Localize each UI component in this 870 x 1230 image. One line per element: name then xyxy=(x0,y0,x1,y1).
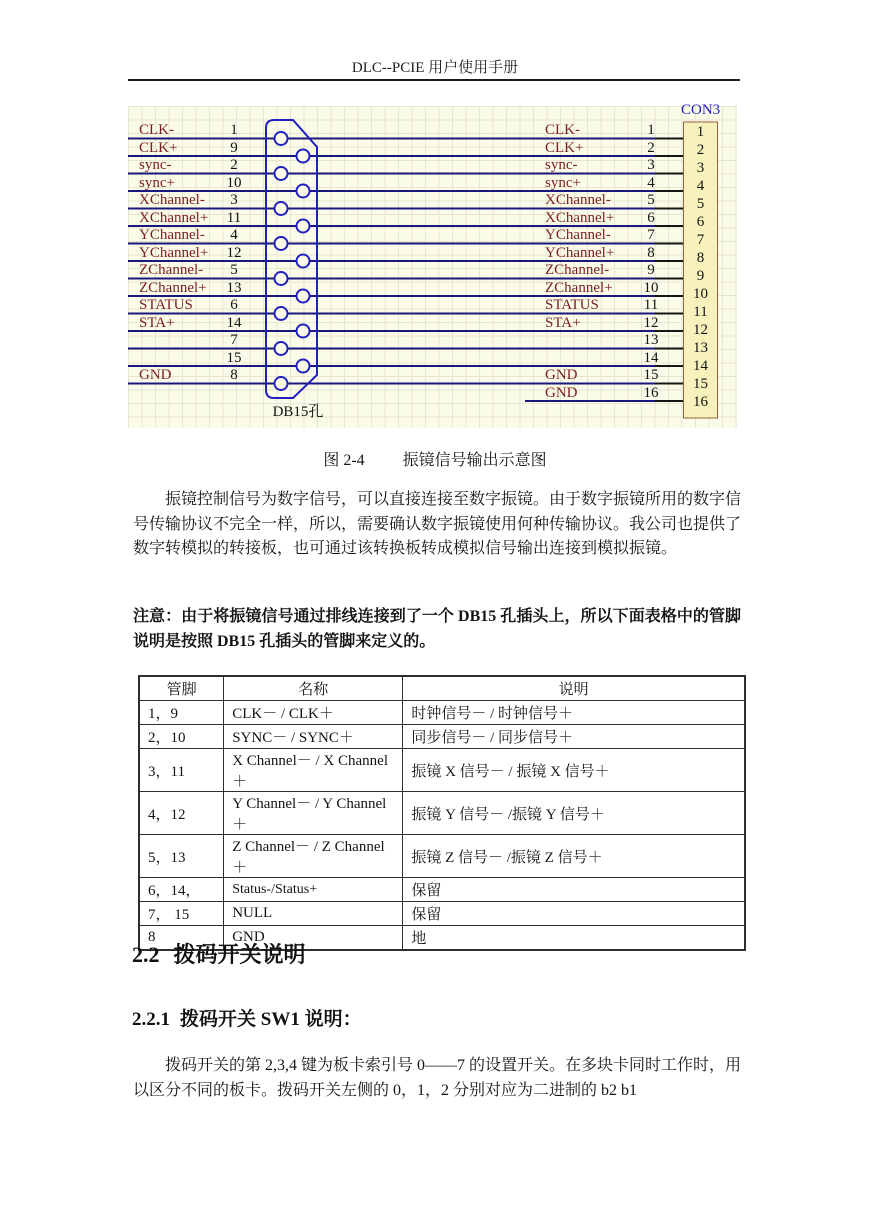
header-divider xyxy=(128,79,740,81)
table-row xyxy=(139,725,745,749)
table-row xyxy=(139,902,745,926)
left-net-label: XChannel- xyxy=(139,192,205,208)
right-pin-number: 7 xyxy=(647,227,655,243)
right-net-label: CLK+ xyxy=(545,139,584,156)
right-net-label: ZChannel+ xyxy=(545,279,613,296)
right-pin-number: 1 xyxy=(647,122,655,138)
table-cell: 保留 xyxy=(403,878,745,902)
left-net-label: GND xyxy=(139,367,172,383)
table-cell: 同步信号－ / 同步信号＋ xyxy=(403,725,745,749)
table-cell: CLK－ / CLK＋ xyxy=(224,701,403,725)
right-pin-number: 6 xyxy=(647,209,655,226)
table-cell: 2，10 xyxy=(139,725,224,749)
con3-pin-number: 5 xyxy=(696,196,705,212)
right-pin-number: 4 xyxy=(647,174,655,191)
pin-hole xyxy=(275,342,288,355)
db15-hole-label: DB15孔 xyxy=(272,404,324,420)
paragraph-note: 注意：由于将振镜信号通过排线连接到了一个 DB15 孔插头上，所以下面表格中的管脚说明是按照 DB15 孔插头的管脚来定义的。 xyxy=(133,608,741,650)
pin-hole xyxy=(275,202,288,215)
page-header-title: DLC--PCIE 用户使用手册 xyxy=(351,60,519,76)
right-pin-number: 15 xyxy=(643,367,659,383)
con3-pin-number: 2 xyxy=(696,142,705,158)
pin-hole xyxy=(275,132,288,145)
left-net-label: CLK+ xyxy=(139,139,178,156)
pin-hole xyxy=(275,237,288,250)
pin-definition-table xyxy=(138,675,746,951)
left-pin-number: 9 xyxy=(230,139,238,156)
con3-pin-number: 15 xyxy=(693,376,708,392)
right-net-label: GND xyxy=(545,384,578,401)
pin-hole xyxy=(275,377,288,390)
table-cell: 8 xyxy=(139,926,224,951)
con3-pin-number: 3 xyxy=(696,160,705,176)
paragraph-dip-switch: 拨码开关的第 2,3,4 键为板卡索引号 0——7 的设置开关。在多块卡同时工作时，用以区分不同的板卡。拨码开关左侧的 0，1，2 分别对应为二进制的 b2 b1 xyxy=(133,1057,742,1099)
pin-hole xyxy=(275,167,288,180)
table-cell: 保留 xyxy=(403,902,745,926)
right-pin-number: 10 xyxy=(643,279,659,296)
right-net-label: GND xyxy=(545,367,578,383)
table-cell: GND xyxy=(224,926,403,951)
right-net-label: STA+ xyxy=(545,314,581,331)
left-pin-number: 7 xyxy=(230,332,238,348)
pin-hole xyxy=(275,272,288,285)
table-cell: 4，12 xyxy=(139,792,224,835)
table-cell: 5，13 xyxy=(139,835,224,878)
con3-pin-number: 1 xyxy=(696,124,705,140)
pin-hole xyxy=(275,307,288,320)
left-pin-number: 4 xyxy=(230,227,238,243)
con3-label: CON3 xyxy=(681,102,721,118)
paragraph-galvo-signal: 振镜控制信号为数字信号，可以直接连接至数字振镜。由于数字振镜所用的数字信号传输协议不完全一样，所以，需要确认数字振镜使用何种传输协议。我公司也提供了数字转模拟的转接板，也可通过该转换板转成模拟信号输出连接到模拟振镜。 xyxy=(133,491,742,558)
table-cell: SYNC－ / SYNC＋ xyxy=(224,725,403,749)
right-net-label: STATUS xyxy=(545,297,599,313)
table-cell: 7， 15 xyxy=(139,902,224,926)
left-net-label: YChannel+ xyxy=(139,244,209,261)
figure-caption-text: 振镜信号输出示意图 xyxy=(402,452,547,469)
right-pin-number: 16 xyxy=(643,384,659,401)
table-cell: NULL xyxy=(224,902,403,926)
table-cell: 时钟信号－ / 时钟信号＋ xyxy=(403,701,745,725)
left-pin-number: 8 xyxy=(230,367,238,383)
left-net-label: ZChannel- xyxy=(139,262,204,278)
right-pin-number: 9 xyxy=(647,262,655,278)
section-heading-2-2-1 xyxy=(132,1004,362,1031)
table-cell: Status-/Status+ xyxy=(224,878,403,902)
left-pin-number: 1 xyxy=(230,122,238,138)
left-pin-number: 15 xyxy=(226,349,242,366)
table-cell: 振镜 Y 信号－ /振镜 Y 信号＋ xyxy=(403,792,745,835)
left-pin-number: 6 xyxy=(230,297,238,313)
table-row xyxy=(139,792,745,835)
table-cell: 振镜 Z 信号－ /振镜 Z 信号＋ xyxy=(403,835,745,878)
right-net-label: XChannel+ xyxy=(545,209,615,226)
section-title: 拨码开关说明 xyxy=(173,942,306,967)
right-net-label: XChannel- xyxy=(545,192,611,208)
figure-caption xyxy=(0,447,870,470)
con3-pin-number: 16 xyxy=(693,394,708,410)
table-cell: Y Channel－ / Y Channel＋ xyxy=(224,792,403,835)
right-net-label: sync- xyxy=(545,157,578,173)
table-cell: 振镜 X 信号－ / 振镜 X 信号＋ xyxy=(403,749,745,792)
con3-pin-number: 13 xyxy=(693,340,708,356)
right-net-label: CLK- xyxy=(545,122,580,138)
left-net-label: CLK- xyxy=(139,122,174,138)
table-cell: Z Channel－ / Z Channel＋ xyxy=(224,835,403,878)
pin-hole xyxy=(297,325,310,338)
con3-pin-number: 12 xyxy=(693,322,708,338)
con3-pin-number: 9 xyxy=(696,268,705,284)
table-row xyxy=(139,749,745,792)
subsection-number: 2.2.1 xyxy=(132,1009,170,1030)
right-net-label: ZChannel- xyxy=(545,262,610,278)
left-pin-number: 5 xyxy=(230,262,238,278)
con3-pin-number: 7 xyxy=(696,232,705,248)
signal-output-diagram xyxy=(128,102,737,428)
pin-hole xyxy=(297,220,310,233)
left-pin-number: 12 xyxy=(226,244,242,261)
subsection-title: 拨码开关 SW1 说明： xyxy=(180,1009,362,1030)
right-pin-number: 8 xyxy=(647,244,655,261)
con3-pin-number: 6 xyxy=(696,214,705,230)
right-pin-number: 14 xyxy=(643,349,659,366)
left-net-label: XChannel+ xyxy=(139,209,209,226)
section-number: 2.2 xyxy=(132,942,160,967)
left-net-label: sync+ xyxy=(139,174,175,191)
table-cell: 3，11 xyxy=(139,749,224,792)
con3-pin-number: 4 xyxy=(696,178,705,194)
right-net-label: YChannel+ xyxy=(545,244,615,261)
right-pin-number: 2 xyxy=(647,139,655,156)
section-heading-2-2 xyxy=(132,938,306,969)
left-net-label: STATUS xyxy=(139,297,193,313)
con3-pin-number: 8 xyxy=(696,250,705,266)
left-net-label: sync- xyxy=(139,157,172,173)
left-pin-number: 14 xyxy=(226,314,242,331)
pin-hole xyxy=(297,290,310,303)
table-header-row xyxy=(139,676,745,701)
right-pin-number: 13 xyxy=(643,332,659,348)
right-pin-number: 12 xyxy=(643,314,659,331)
pin-hole xyxy=(297,255,310,268)
table-cell: 1，9 xyxy=(139,701,224,725)
left-net-label: STA+ xyxy=(139,314,175,331)
right-pin-number: 3 xyxy=(647,157,655,173)
left-pin-number: 10 xyxy=(226,174,242,191)
con3-pin-number: 11 xyxy=(693,304,708,320)
right-pin-number: 5 xyxy=(647,192,655,208)
left-net-label: YChannel- xyxy=(139,227,205,243)
left-net-label: ZChannel+ xyxy=(139,279,207,296)
con3-pin-number: 10 xyxy=(693,286,708,302)
left-pin-number: 3 xyxy=(230,192,238,208)
pin-hole xyxy=(297,185,310,198)
right-net-label: YChannel- xyxy=(545,227,611,243)
left-pin-number: 2 xyxy=(230,157,238,173)
table-cell: X Channel－ / X Channel＋ xyxy=(224,749,403,792)
table-row xyxy=(139,701,745,725)
left-pin-number: 13 xyxy=(226,279,242,296)
figure-caption-number: 图 2-4 xyxy=(323,452,365,469)
table-header-description: 说明 xyxy=(403,676,745,701)
table-row xyxy=(139,835,745,878)
pin-hole xyxy=(297,150,310,163)
table-header-pin: 管脚 xyxy=(139,676,224,701)
left-pin-number: 11 xyxy=(226,209,242,226)
table-row xyxy=(139,878,745,902)
right-net-label: sync+ xyxy=(545,174,581,191)
table-cell: 6，14， xyxy=(139,878,224,902)
pin-hole xyxy=(297,360,310,373)
con3-pin-number: 14 xyxy=(693,358,708,374)
right-pin-number: 11 xyxy=(643,297,659,313)
table-header-name: 名称 xyxy=(224,676,403,701)
table-cell: 地 xyxy=(403,926,745,951)
